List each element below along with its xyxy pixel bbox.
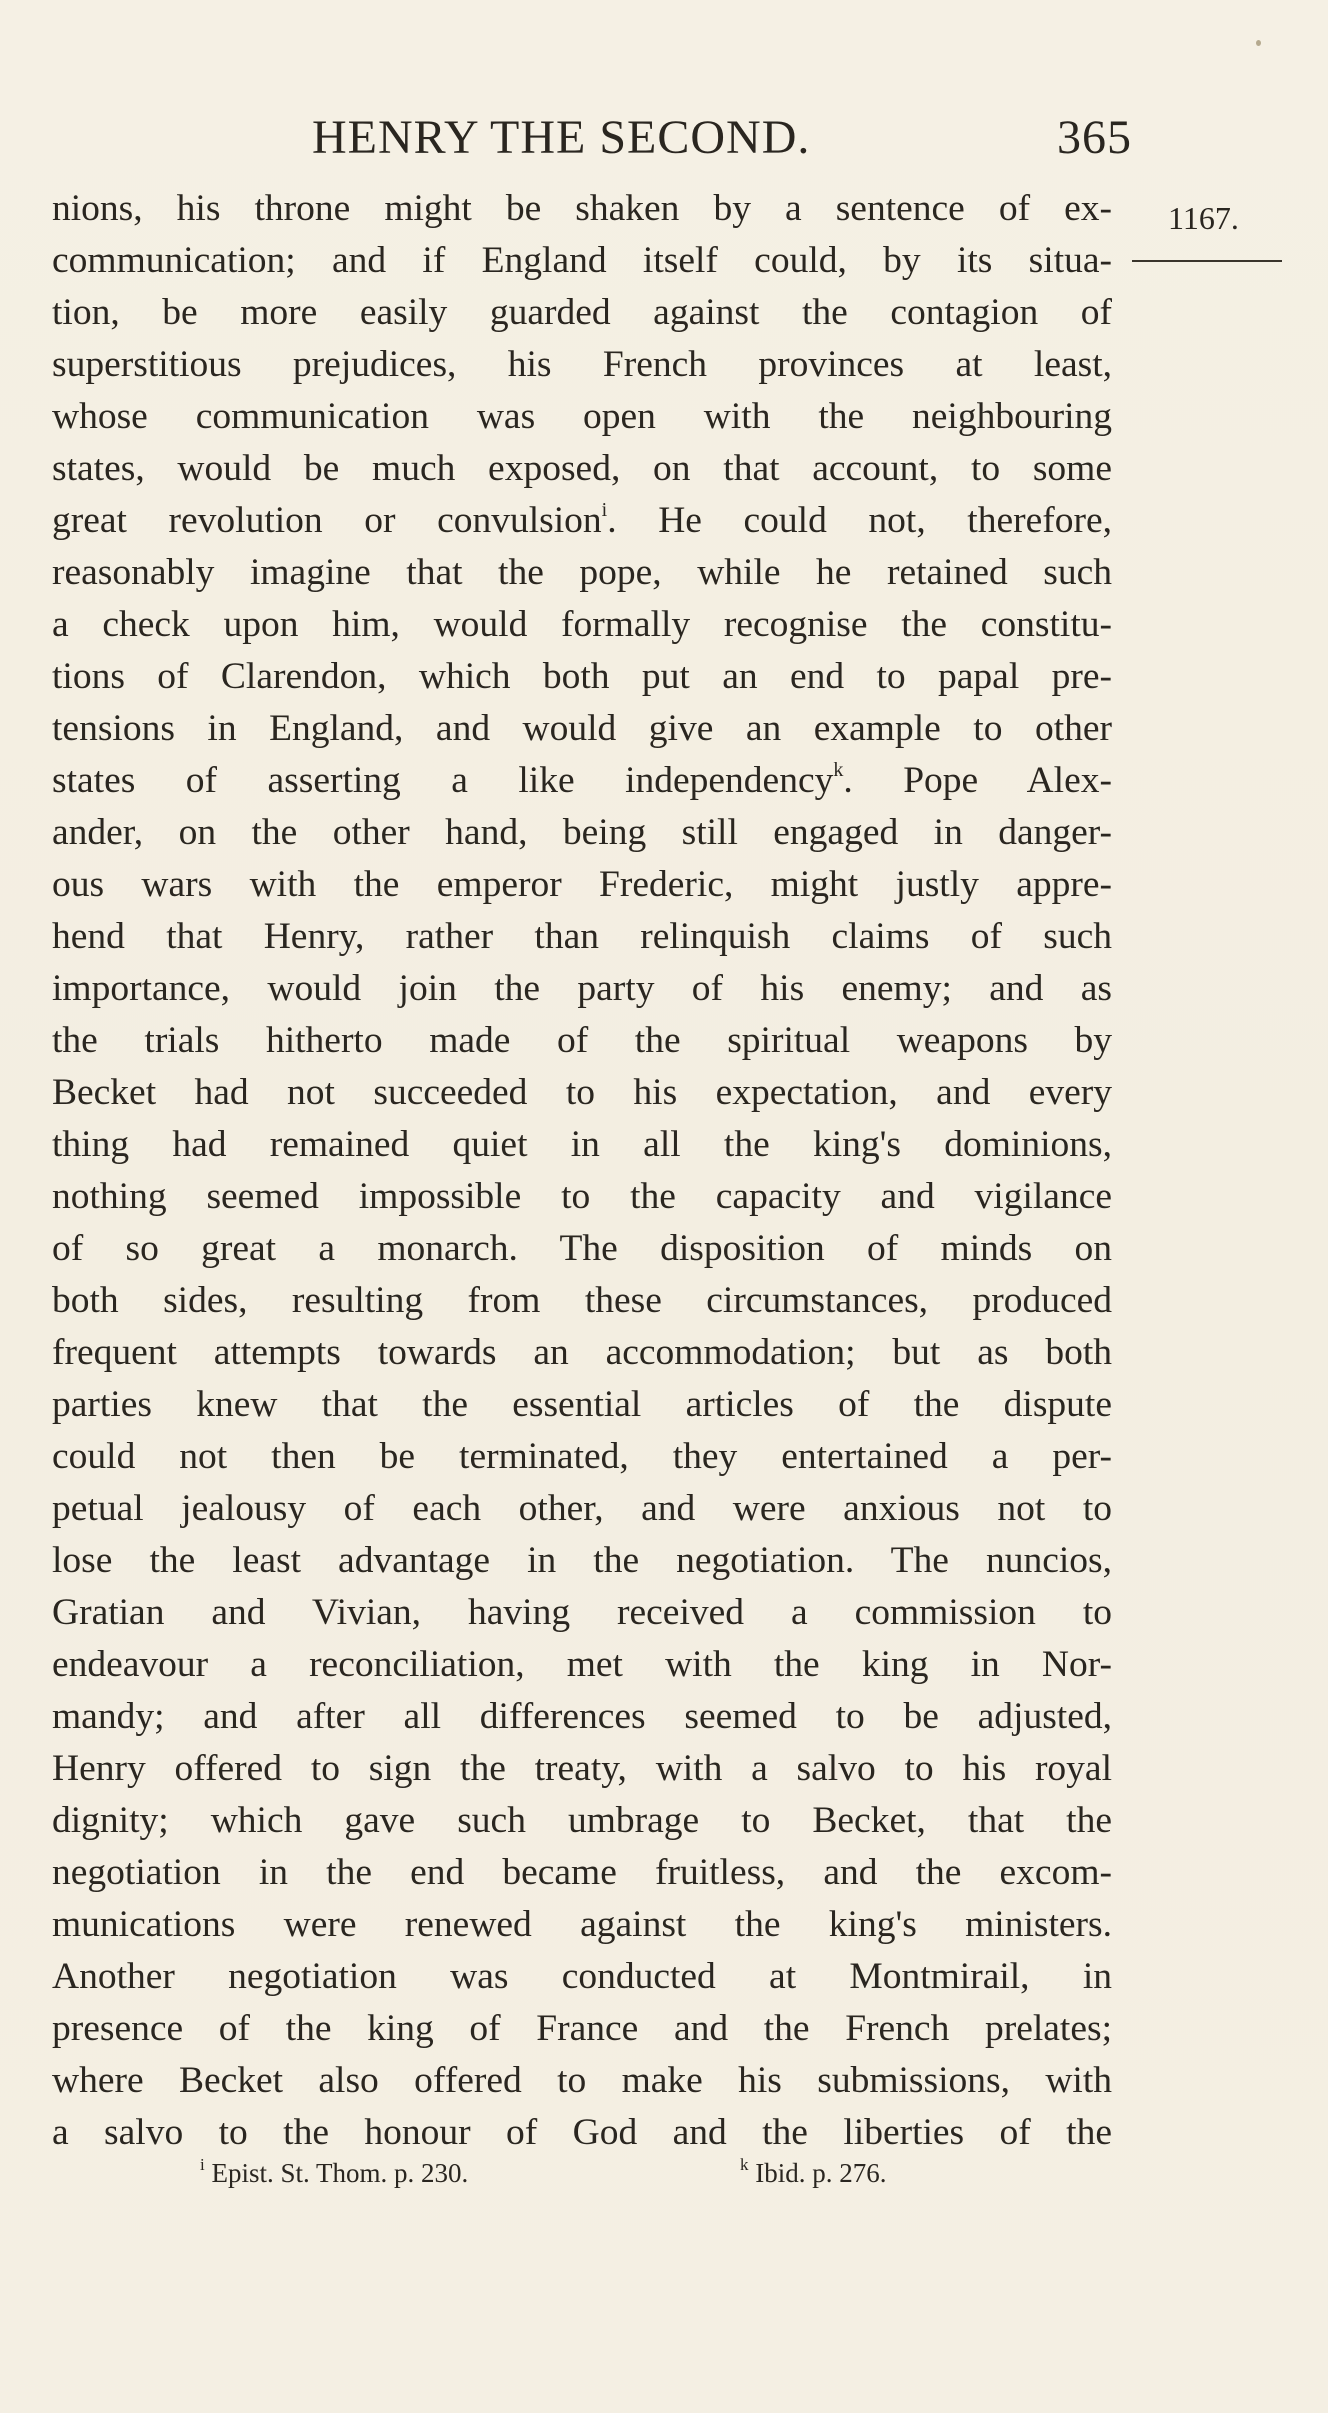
text-segment: . Pope Alex- (843, 760, 1112, 801)
text-line: endeavour a reconciliation, met with the king in Nor- (52, 1644, 1112, 1685)
footnote-text: Epist. St. Thom. p. 230. (211, 2158, 469, 2188)
text-line: of so great a monarch. The disposition of minds on (52, 1228, 1112, 1269)
text-line: dignity; which gave such umbrage to Becket, that the (52, 1800, 1112, 1841)
text-line: ous wars with the emperor Frederic, might justly appre- (52, 864, 1112, 905)
body-text (52, 183, 1112, 2159)
text-line: Henry offered to sign the treaty, with a salvo to his royal (52, 1748, 1112, 1789)
text-line: mandy; and after all differences seemed to be adjusted, (52, 1696, 1112, 1737)
footnote-k (740, 2155, 887, 2189)
text-line: the trials hitherto made of the spiritual weapons by (52, 1020, 1112, 1061)
text-line (52, 755, 1112, 807)
text-line: states, would be much exposed, on that account, to some (52, 448, 1112, 489)
text-line: presence of the king of France and the French prelates; (52, 2008, 1112, 2049)
text-line: Another negotiation was conducted at Montmirail, in (52, 1956, 1112, 1997)
text-line (52, 495, 1112, 547)
text-line: nions, his throne might be shaken by a sentence of ex- (52, 188, 1112, 229)
footnote-ref-i: i (601, 499, 608, 521)
text-line: tions of Clarendon, which both put an end to papal pre- (52, 656, 1112, 697)
text-line: thing had remained quiet in all the king's dominions, (52, 1124, 1112, 1165)
text-segment: great revolution or convulsion (52, 500, 602, 541)
footnotes (200, 2155, 1100, 2198)
footnote-text: Ibid. p. 276. (755, 2158, 887, 2188)
running-header (312, 110, 1132, 170)
text-line: petual jealousy of each other, and were anxious not to (52, 1488, 1112, 1529)
text-line: Becket had not succeeded to his expectation, and every (52, 1072, 1112, 1113)
margin-year: 1167. (1168, 200, 1239, 236)
running-title: HENRY THE SECOND. (312, 111, 811, 164)
text-line: tensions in England, and would give an example to other (52, 708, 1112, 749)
text-line: nothing seemed impossible to the capacity and vigilance (52, 1176, 1112, 1217)
margin-rule (1132, 260, 1282, 262)
text-line: a salvo to the honour of God and the liberties of the (52, 2112, 1112, 2153)
text-line: tion, be more easily guarded against the contagion of (52, 292, 1112, 333)
text-line: could not then be terminated, they entertained a per- (52, 1436, 1112, 1477)
footnote-ref-k: k (833, 759, 844, 781)
text-line: where Becket also offered to make his submissions, with (52, 2060, 1112, 2101)
text-line: negotiation in the end became fruitless, and the excom- (52, 1852, 1112, 1893)
text-line: communication; and if England itself could, by its situa- (52, 240, 1112, 281)
text-line: Gratian and Vivian, having received a commission to (52, 1592, 1112, 1633)
footnote-marker: i (200, 2155, 205, 2174)
text-line: lose the least advantage in the negotiation. The nuncios, (52, 1540, 1112, 1581)
text-line: ander, on the other hand, being still engaged in danger- (52, 812, 1112, 853)
text-line: a check upon him, would formally recognise the constitu- (52, 604, 1112, 645)
text-segment: . He could not, therefore, (607, 500, 1112, 541)
footnote-marker: k (740, 2155, 749, 2174)
text-line: munications were renewed against the king's ministers. (52, 1904, 1112, 1945)
page-number: 365 (1057, 111, 1132, 164)
text-line: superstitious prejudices, his French provinces at least, (52, 344, 1112, 385)
text-line: both sides, resulting from these circumstances, produced (52, 1280, 1112, 1321)
text-line: importance, would join the party of his enemy; and as (52, 968, 1112, 1009)
text-line: parties knew that the essential articles of the dispute (52, 1384, 1112, 1425)
footnote-i (200, 2155, 469, 2189)
paper-speck (1256, 40, 1261, 46)
text-line: whose communication was open with the neighbouring (52, 396, 1112, 437)
text-segment: states of asserting a like independency (52, 760, 834, 801)
text-line: hend that Henry, rather than relinquish claims of such (52, 916, 1112, 957)
text-line: reasonably imagine that the pope, while he retained such (52, 552, 1112, 593)
text-line: frequent attempts towards an accommodation; but as both (52, 1332, 1112, 1373)
